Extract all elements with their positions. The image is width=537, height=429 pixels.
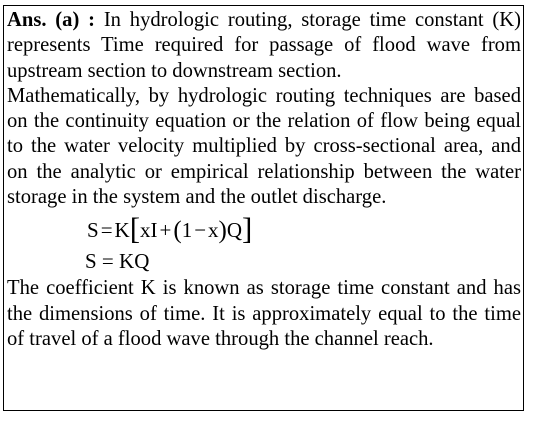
eq1-plus: + [159, 218, 172, 243]
eq1-right-paren: ) [218, 217, 227, 245]
eq1-left-bracket: [ [129, 211, 141, 247]
answer-label: Ans. (a) : [7, 9, 95, 31]
eq1-right-bracket: ] [242, 211, 253, 247]
mathematical-paragraph: Mathematically, by hydrologic routing techniques are based on the continuity equation or the relation of flow being equal to the water velocity multiplied by cross-sectional area, and on the analytic or empirical relationship between the water storage in the system and the outlet discharge. [7, 84, 521, 209]
eq1-minus: − [194, 218, 207, 243]
storage-equation-muskingum [7, 212, 521, 246]
eq1-s: S [87, 218, 99, 243]
eq1-left-paren: ( [173, 217, 182, 245]
eq1-k: K [114, 218, 130, 243]
eq1-one: 1 [181, 218, 193, 243]
coefficient-paragraph: The coefficient K is known as storage time constant and has the dimensions of time. It is approximately equal to the time of travel of a flood wave through the channel reach. [7, 277, 521, 350]
eq1-x: x [208, 218, 219, 243]
storage-equation-linear: S = KQ [85, 249, 150, 274]
intro-paragraph [7, 8, 521, 84]
eq1-equals: = [100, 218, 113, 243]
eq1-xi: xI [140, 218, 158, 243]
eq1-q: Q [226, 218, 243, 243]
intro-text: In hydrologic routing, storage time constant (K) represents Time required for passage of flood wave from upstream section to downstream section. [7, 9, 522, 82]
answer-box [3, 5, 524, 411]
